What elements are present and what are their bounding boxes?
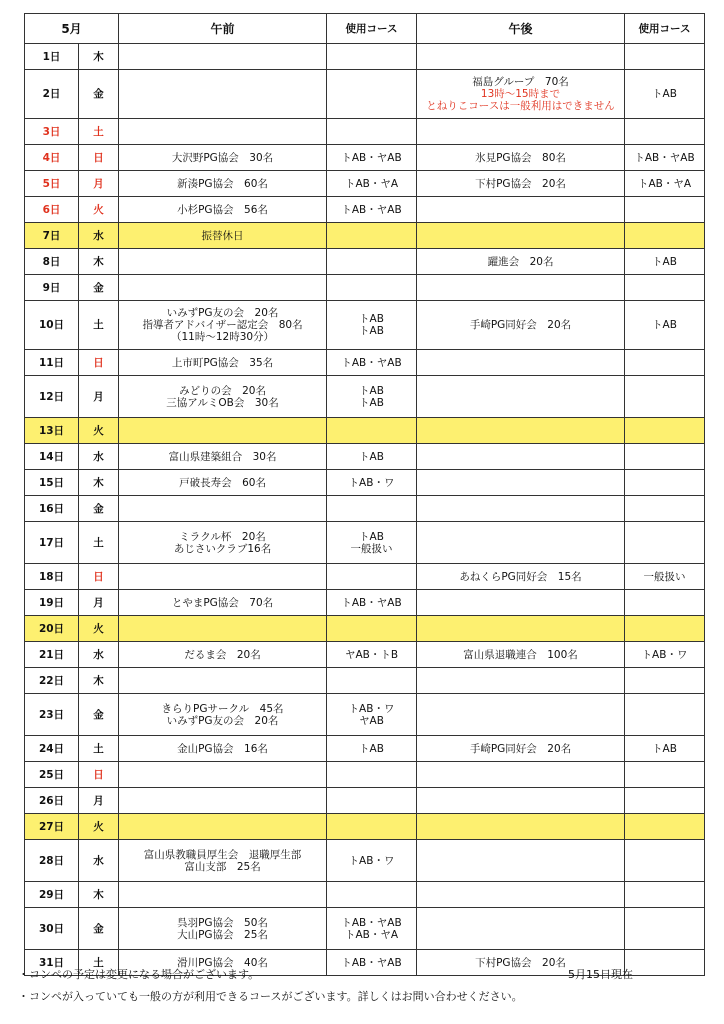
date-cell: 28日 — [25, 840, 79, 882]
morning-event-cell-line: 新湊PG協会 60名 — [177, 177, 268, 190]
morning-course-cell — [327, 694, 417, 736]
afternoon-course-cell-line: トAB — [652, 255, 677, 268]
weekday-cell: 土 — [79, 736, 119, 762]
morning-event-cell — [119, 44, 327, 70]
afternoon-event-cell-line: 下村PG協会 20名 — [475, 177, 566, 190]
morning-event-cell-line: 戸破長寿会 60名 — [179, 476, 266, 489]
afternoon-event-cell — [417, 908, 625, 950]
weekday-cell: 火 — [79, 616, 119, 642]
morning-course-cell-line: トAB — [359, 325, 384, 337]
weekday-cell: 日 — [79, 350, 119, 376]
table-row — [25, 668, 705, 694]
table-row — [25, 275, 705, 301]
table-row — [25, 197, 705, 223]
table-row — [25, 736, 705, 762]
afternoon-event-cell — [417, 376, 625, 418]
afternoon-event-cell-line: 手崎PG同好会 20名 — [469, 319, 572, 331]
afternoon-event-cell — [417, 788, 625, 814]
table-row — [25, 616, 705, 642]
date-cell: 10日 — [25, 301, 79, 350]
afternoon-course-cell — [625, 44, 705, 70]
afternoon-course-cell-line: トAB・ヤAB — [634, 151, 695, 164]
morning-course-cell — [327, 418, 417, 444]
morning-course-cell-line: トAB・ヤAB — [341, 151, 402, 164]
afternoon-course-cell — [625, 70, 705, 119]
table-row — [25, 882, 705, 908]
weekday-cell: 水 — [79, 840, 119, 882]
date-cell: 9日 — [25, 275, 79, 301]
weekday-cell: 木 — [79, 470, 119, 496]
morning-course-cell — [327, 275, 417, 301]
month-header: 5月 — [25, 14, 119, 44]
morning-event-cell — [119, 908, 327, 950]
afternoon-event-cell-line: 下村PG協会 20名 — [475, 956, 566, 969]
afternoon-course-cell-line: トAB — [652, 88, 677, 100]
morning-event-cell — [119, 444, 327, 470]
table-row — [25, 788, 705, 814]
date-cell: 23日 — [25, 694, 79, 736]
morning-course-cell — [327, 840, 417, 882]
morning-event-cell — [119, 642, 327, 668]
morning-event-cell-line: きらりPGサークル 45名 — [161, 702, 284, 715]
weekday-cell: 金 — [79, 694, 119, 736]
date-cell: 25日 — [25, 762, 79, 788]
table-row — [25, 376, 705, 418]
date-cell: 26日 — [25, 788, 79, 814]
weekday-cell: 日 — [79, 762, 119, 788]
afternoon-event-cell — [417, 522, 625, 564]
morning-course-cell-line: トAB・ヤAB — [341, 916, 402, 929]
morning-event-cell-line: とやまPG協会 70名 — [171, 596, 274, 609]
table-row — [25, 564, 705, 590]
afternoon-event-cell — [417, 616, 625, 642]
afternoon-event-cell — [417, 668, 625, 694]
table-row — [25, 470, 705, 496]
afternoon-course-cell — [625, 882, 705, 908]
date-cell: 27日 — [25, 814, 79, 840]
afternoon-header: 午後 — [417, 14, 625, 44]
afternoon-event-cell — [417, 470, 625, 496]
date-cell: 17日 — [25, 522, 79, 564]
morning-course-cell — [327, 882, 417, 908]
date-cell: 29日 — [25, 882, 79, 908]
afternoon-course-cell — [625, 249, 705, 275]
morning-course-cell-line: トAB・ワ — [348, 854, 395, 867]
schedule-body — [25, 44, 705, 976]
morning-event-cell — [119, 736, 327, 762]
morning-event-cell — [119, 762, 327, 788]
afternoon-event-cell — [417, 840, 625, 882]
morning-course-cell — [327, 788, 417, 814]
morning-course-cell — [327, 908, 417, 950]
afternoon-event-cell — [417, 275, 625, 301]
morning-event-cell — [119, 814, 327, 840]
schedule-table — [24, 13, 705, 976]
morning-course-cell — [327, 70, 417, 119]
morning-event-cell — [119, 590, 327, 616]
weekday-cell: 金 — [79, 70, 119, 119]
afternoon-course-cell — [625, 950, 705, 976]
date-cell: 21日 — [25, 642, 79, 668]
table-row — [25, 522, 705, 564]
morning-event-cell-line: 大沢野PG協会 30名 — [171, 151, 274, 164]
morning-course-cell — [327, 762, 417, 788]
afternoon-event-cell — [417, 119, 625, 145]
morning-event-cell-line: 指導者アドバイザー認定会 80名 — [142, 319, 303, 331]
afternoon-event-cell-line: 富山県退職連合 100名 — [463, 648, 578, 661]
morning-event-cell — [119, 788, 327, 814]
morning-course-cell-line: トAB — [359, 450, 384, 463]
morning-course-cell — [327, 564, 417, 590]
afternoon-event-cell — [417, 197, 625, 223]
afternoon-event-cell-line: あねくらPG同好会 15名 — [459, 570, 582, 583]
morning-event-cell-line: みどりの会 20名 — [179, 384, 266, 397]
morning-event-cell-line: 金山PG協会 16名 — [177, 742, 268, 755]
table-row — [25, 44, 705, 70]
afternoon-event-cell — [417, 444, 625, 470]
date-cell: 13日 — [25, 418, 79, 444]
morning-event-cell — [119, 376, 327, 418]
weekday-cell: 木 — [79, 44, 119, 70]
table-row — [25, 223, 705, 249]
afternoon-event-cell — [417, 418, 625, 444]
afternoon-course-cell — [625, 197, 705, 223]
afternoon-event-cell — [417, 171, 625, 197]
morning-event-cell — [119, 223, 327, 249]
afternoon-event-cell — [417, 642, 625, 668]
morning-event-cell — [119, 522, 327, 564]
afternoon-course-cell — [625, 908, 705, 950]
morning-course-cell — [327, 668, 417, 694]
morning-event-cell — [119, 197, 327, 223]
morning-course-cell — [327, 301, 417, 350]
morning-course-cell — [327, 470, 417, 496]
table-row — [25, 908, 705, 950]
morning-course-cell-line: トAB・ヤA — [344, 928, 399, 941]
morning-event-cell-line: 富山県教職員厚生会 退職厚生部 — [143, 848, 302, 861]
afternoon-event-cell — [417, 350, 625, 376]
morning-event-cell — [119, 840, 327, 882]
afternoon-course-cell-line: トAB・ワ — [641, 648, 688, 661]
afternoon-event-cell — [417, 223, 625, 249]
morning-course-cell-line: トAB — [359, 742, 384, 755]
weekday-cell: 木 — [79, 249, 119, 275]
morning-event-cell — [119, 275, 327, 301]
afternoon-event-cell-line: 福島グループ 70名 — [472, 76, 569, 88]
date-cell: 4日 — [25, 145, 79, 171]
morning-course-cell — [327, 223, 417, 249]
morning-event-cell-line: あじさいクラブ16名 — [173, 542, 272, 555]
afternoon-event-cell — [417, 496, 625, 522]
afternoon-event-cell — [417, 44, 625, 70]
morning-event-cell — [119, 564, 327, 590]
morning-course-cell-line: トAB — [359, 313, 384, 325]
date-cell: 5日 — [25, 171, 79, 197]
date-cell: 19日 — [25, 590, 79, 616]
morning-course-cell — [327, 616, 417, 642]
afternoon-event-cell — [417, 564, 625, 590]
morning-event-cell — [119, 668, 327, 694]
morning-course-cell-line: トAB — [359, 384, 384, 397]
afternoon-course-cell — [625, 496, 705, 522]
header-row — [25, 14, 705, 44]
afternoon-course-cell — [625, 119, 705, 145]
date-cell: 8日 — [25, 249, 79, 275]
afternoon-course-cell — [625, 171, 705, 197]
date-cell: 6日 — [25, 197, 79, 223]
morning-course-cell-line: トAB — [359, 530, 384, 543]
table-row — [25, 496, 705, 522]
morning-event-cell-line: 三協アルミOB会 30名 — [166, 396, 279, 409]
morning-event-cell-line: 振替休日 — [201, 229, 244, 242]
morning-event-cell — [119, 350, 327, 376]
weekday-cell: 金 — [79, 496, 119, 522]
date-cell: 1日 — [25, 44, 79, 70]
morning-event-cell — [119, 249, 327, 275]
morning-event-cell-line: だるま会 20名 — [184, 648, 261, 661]
morning-event-cell — [119, 418, 327, 444]
afternoon-course-cell — [625, 522, 705, 564]
morning-course-cell — [327, 249, 417, 275]
afternoon-course-cell — [625, 814, 705, 840]
morning-course-header: 使用コース — [327, 14, 417, 44]
afternoon-event-cell — [417, 145, 625, 171]
morning-event-cell — [119, 301, 327, 350]
date-cell: 20日 — [25, 616, 79, 642]
afternoon-course-cell — [625, 470, 705, 496]
date-cell: 3日 — [25, 119, 79, 145]
table-row — [25, 840, 705, 882]
afternoon-event-cell-line: 氷見PG協会 80名 — [475, 151, 566, 164]
table-row — [25, 444, 705, 470]
morning-course-cell — [327, 736, 417, 762]
afternoon-event-cell — [417, 70, 625, 119]
afternoon-course-cell-line: トAB — [652, 319, 677, 331]
afternoon-event-cell — [417, 590, 625, 616]
afternoon-event-cell — [417, 736, 625, 762]
date-cell: 18日 — [25, 564, 79, 590]
afternoon-course-cell-line: トAB — [652, 742, 677, 755]
morning-course-cell-line: トAB・ヤA — [344, 177, 399, 190]
weekday-cell: 月 — [79, 171, 119, 197]
afternoon-course-cell — [625, 301, 705, 350]
table-row — [25, 171, 705, 197]
morning-course-cell — [327, 350, 417, 376]
morning-event-cell-line: いみずPG友の会 20名 — [166, 714, 279, 727]
afternoon-course-cell — [625, 275, 705, 301]
morning-event-cell — [119, 145, 327, 171]
date-cell: 7日 — [25, 223, 79, 249]
morning-event-cell-line: 上市町PG協会 35名 — [171, 356, 274, 369]
weekday-cell: 金 — [79, 908, 119, 950]
date-cell: 30日 — [25, 908, 79, 950]
table-row — [25, 590, 705, 616]
table-row — [25, 418, 705, 444]
weekday-cell: 日 — [79, 564, 119, 590]
note-general-use: ・コンペが入っていても一般の方が利用できるコースがございます。詳しくはお問い合わせください。 — [18, 990, 523, 1003]
morning-course-cell-line: トAB — [359, 396, 384, 409]
afternoon-course-header: 使用コース — [625, 14, 705, 44]
weekday-cell: 月 — [79, 376, 119, 418]
morning-course-cell — [327, 642, 417, 668]
date-cell: 2日 — [25, 70, 79, 119]
morning-course-cell-line: トAB・ヤAB — [341, 596, 402, 609]
weekday-cell: 火 — [79, 197, 119, 223]
date-cell: 24日 — [25, 736, 79, 762]
morning-course-cell-line: ヤAB・トB — [344, 648, 399, 661]
weekday-cell: 水 — [79, 444, 119, 470]
table-row — [25, 145, 705, 171]
afternoon-event-cell — [417, 882, 625, 908]
afternoon-course-cell — [625, 788, 705, 814]
weekday-cell: 土 — [79, 301, 119, 350]
note-schedule-change: ・コンペの予定は変更になる場合がございます。 — [18, 968, 260, 981]
afternoon-event-cell-line: 躍進会 20名 — [487, 255, 554, 268]
morning-event-cell — [119, 882, 327, 908]
afternoon-event-cell — [417, 694, 625, 736]
date-cell: 11日 — [25, 350, 79, 376]
afternoon-course-cell — [625, 694, 705, 736]
morning-event-cell-line: 富山県建築組合 30名 — [168, 450, 277, 463]
weekday-cell: 水 — [79, 642, 119, 668]
afternoon-course-cell — [625, 564, 705, 590]
morning-course-cell — [327, 590, 417, 616]
table-row — [25, 301, 705, 350]
date-cell: 15日 — [25, 470, 79, 496]
morning-course-cell — [327, 44, 417, 70]
weekday-cell: 土 — [79, 119, 119, 145]
afternoon-course-cell — [625, 668, 705, 694]
morning-event-cell-line: 小杉PG協会 56名 — [177, 203, 268, 216]
morning-event-cell-line: （11時～12時30分） — [170, 331, 275, 343]
date-cell: 14日 — [25, 444, 79, 470]
afternoon-course-cell — [625, 616, 705, 642]
afternoon-course-cell — [625, 350, 705, 376]
morning-event-cell-line: いみずPG友の会 20名 — [166, 307, 279, 319]
morning-course-cell-line: トAB・ワ — [348, 476, 395, 489]
table-row — [25, 694, 705, 736]
afternoon-event-cell — [417, 249, 625, 275]
weekday-cell: 火 — [79, 418, 119, 444]
morning-course-cell — [327, 145, 417, 171]
morning-course-cell-line: トAB・ヤAB — [341, 956, 402, 969]
afternoon-course-cell-line: 一般扱い — [643, 570, 686, 583]
afternoon-course-cell — [625, 418, 705, 444]
weekday-cell: 火 — [79, 814, 119, 840]
morning-course-cell — [327, 119, 417, 145]
table-row — [25, 70, 705, 119]
morning-course-cell-line: ヤAB — [359, 714, 384, 727]
morning-course-cell-line: 一般扱い — [350, 542, 393, 555]
date-cell: 12日 — [25, 376, 79, 418]
afternoon-course-cell — [625, 145, 705, 171]
morning-event-cell — [119, 470, 327, 496]
morning-event-cell — [119, 70, 327, 119]
afternoon-course-cell — [625, 762, 705, 788]
morning-header: 午前 — [119, 14, 327, 44]
weekday-cell: 日 — [79, 145, 119, 171]
morning-event-cell-line: 呉羽PG協会 50名 — [177, 916, 268, 929]
morning-course-cell — [327, 444, 417, 470]
morning-event-cell — [119, 171, 327, 197]
afternoon-event-cell — [417, 301, 625, 350]
afternoon-course-cell — [625, 376, 705, 418]
morning-event-cell — [119, 119, 327, 145]
table-row — [25, 814, 705, 840]
afternoon-course-cell — [625, 642, 705, 668]
weekday-cell: 金 — [79, 275, 119, 301]
morning-course-cell-line: トAB・ヤAB — [341, 203, 402, 216]
morning-course-cell — [327, 197, 417, 223]
afternoon-event-cell-line: 13時～15時まで — [480, 88, 561, 100]
afternoon-course-cell — [625, 590, 705, 616]
afternoon-event-cell-line: 手崎PG同好会 20名 — [469, 742, 572, 755]
morning-course-cell — [327, 950, 417, 976]
morning-event-cell — [119, 694, 327, 736]
afternoon-event-cell — [417, 814, 625, 840]
morning-event-cell-line: ミラクル杯 20名 — [179, 530, 266, 543]
afternoon-course-cell — [625, 736, 705, 762]
morning-course-cell — [327, 814, 417, 840]
table-row — [25, 119, 705, 145]
afternoon-course-cell — [625, 840, 705, 882]
weekday-cell: 土 — [79, 950, 119, 976]
morning-event-cell — [119, 616, 327, 642]
weekday-cell: 月 — [79, 590, 119, 616]
afternoon-event-cell — [417, 762, 625, 788]
morning-event-cell-line: 大山PG協会 25名 — [177, 928, 268, 941]
as-of-date: 5月15日現在 — [568, 968, 633, 981]
morning-course-cell-line: トAB・ワ — [348, 702, 395, 715]
date-cell: 31日 — [25, 950, 79, 976]
morning-course-cell — [327, 522, 417, 564]
weekday-cell: 土 — [79, 522, 119, 564]
morning-course-cell — [327, 171, 417, 197]
date-cell: 22日 — [25, 668, 79, 694]
table-row — [25, 762, 705, 788]
morning-event-cell-line: 富山支部 25名 — [184, 860, 261, 873]
afternoon-course-cell — [625, 223, 705, 249]
afternoon-event-cell-line: とねりこコースは一般利用はできません — [426, 100, 615, 112]
table-row — [25, 350, 705, 376]
morning-course-cell — [327, 496, 417, 522]
afternoon-course-cell — [625, 444, 705, 470]
afternoon-course-cell-line: トAB・ヤA — [637, 177, 692, 190]
weekday-cell: 木 — [79, 882, 119, 908]
table-row — [25, 249, 705, 275]
morning-event-cell-line: 滑川PG協会 40名 — [177, 956, 268, 969]
morning-event-cell — [119, 496, 327, 522]
table-row — [25, 642, 705, 668]
morning-course-cell-line: トAB・ヤAB — [341, 356, 402, 369]
date-cell: 16日 — [25, 496, 79, 522]
weekday-cell: 月 — [79, 788, 119, 814]
weekday-cell: 水 — [79, 223, 119, 249]
morning-course-cell — [327, 376, 417, 418]
weekday-cell: 木 — [79, 668, 119, 694]
